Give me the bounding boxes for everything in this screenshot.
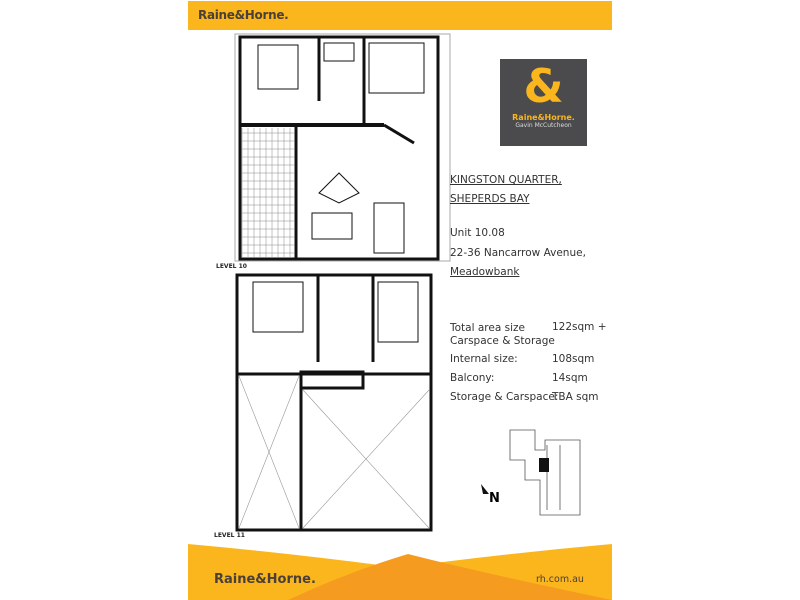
area-label-3: Balcony: — [450, 372, 495, 384]
property-title-2: SHEPERDS BAY — [450, 193, 530, 205]
header-band — [188, 1, 612, 30]
ampersand-logo-mark: & — [523, 59, 564, 113]
agency-logo — [500, 59, 587, 146]
footer-band — [188, 542, 612, 600]
area-value-2: 108sqm — [552, 353, 595, 365]
floor-plan-level-10 — [234, 33, 452, 263]
logo-agent: Gavin McCutcheon — [515, 122, 572, 129]
area-label-2: Internal size: — [450, 353, 518, 365]
level-10-label: LEVEL 10 — [216, 263, 247, 270]
north-label: N — [489, 491, 500, 506]
area-value-4: TBA sqm — [552, 391, 599, 403]
footer-brand: Raine&Horne. — [214, 572, 316, 587]
area-label-4: Storage & Carspace: — [450, 391, 559, 403]
area-value-3: 14sqm — [552, 372, 588, 384]
north-arrow-icon — [481, 484, 489, 494]
area-label-0: Total area size — [450, 322, 525, 334]
header-brand: Raine&Horne. — [198, 8, 289, 22]
street-address: 22-36 Nancarrow Avenue, — [450, 247, 586, 259]
area-label-1: Carspace & Storage — [450, 335, 555, 347]
floor-plan-level-11 — [233, 272, 435, 534]
level-11-label: LEVEL 11 — [214, 532, 245, 539]
unit-number: Unit 10.08 — [450, 227, 505, 239]
site-map — [465, 420, 587, 522]
unit-location-marker — [539, 458, 549, 472]
footer-url[interactable]: rh.com.au — [536, 574, 584, 585]
suburb: Meadowbank — [450, 266, 520, 278]
area-value-0: 122sqm + — [552, 321, 607, 333]
property-title-1: KINGSTON QUARTER, — [450, 174, 562, 186]
logo-brand: Raine&Horne. — [512, 113, 575, 122]
